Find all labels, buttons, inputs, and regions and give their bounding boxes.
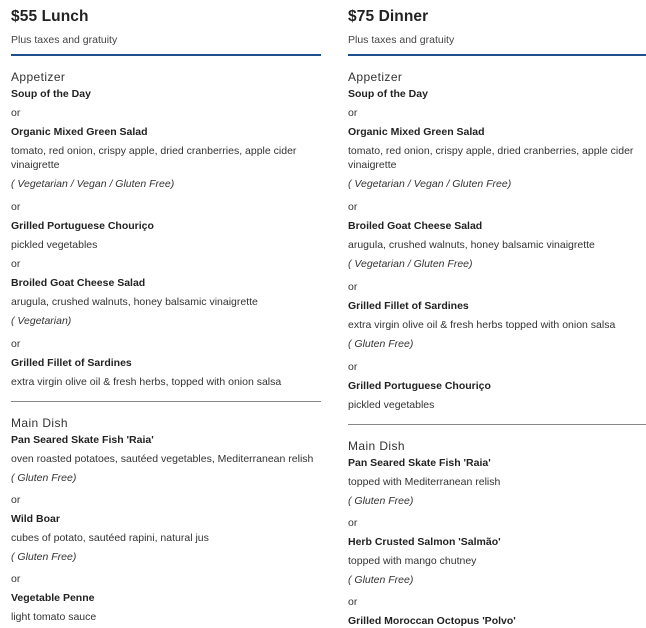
or-separator: or xyxy=(348,281,358,293)
dinner-appetizer-3-desc: arugula, crushed walnuts, honey balsamic vinaigrette xyxy=(348,239,595,251)
or-separator: or xyxy=(11,107,21,119)
dinner-section-divider xyxy=(348,424,646,425)
or-separator: or xyxy=(11,258,21,270)
or-separator: or xyxy=(348,517,358,529)
lunch-appetizer-heading: Appetizer xyxy=(11,70,66,84)
lunch-menu-subtitle: Plus taxes and gratuity xyxy=(11,34,118,46)
dinner-appetizer-2-desc: tomato, red onion, crispy apple, dried cranberries, apple cider vinaigrette xyxy=(348,145,634,171)
lunch-menu-title: $55 Lunch xyxy=(11,8,89,25)
dinner-main-2-name: Herb Crusted Salmon 'Salmão' xyxy=(348,536,501,548)
or-separator: or xyxy=(11,338,21,350)
dinner-appetizer-4-desc: extra virgin olive oil & fresh herbs topped with onion salsa xyxy=(348,319,616,331)
lunch-main-3-desc: light tomato sauce xyxy=(11,611,97,623)
dinner-appetizer-4-name: Grilled Fillet of Sardines xyxy=(348,300,469,312)
dinner-menu-title: $75 Dinner xyxy=(348,8,429,25)
or-separator: or xyxy=(348,361,358,373)
lunch-section-divider xyxy=(11,401,321,402)
lunch-appetizer-2-tag: ( Vegetarian / Vegan / Gluten Free) xyxy=(11,178,175,190)
dinner-appetizer-4-tag: ( Gluten Free) xyxy=(348,338,414,350)
dinner-main-1-tag: ( Gluten Free) xyxy=(348,495,414,507)
lunch-appetizer-3-desc: pickled vegetables xyxy=(11,239,98,251)
lunch-menu-column xyxy=(11,0,321,624)
lunch-appetizer-3-name: Grilled Portuguese Chouriço xyxy=(11,220,154,232)
or-separator: or xyxy=(348,596,358,608)
dinner-main-1-name: Pan Seared Skate Fish 'Raia' xyxy=(348,457,491,469)
dinner-main-3-name: Grilled Moroccan Octopus 'Polvo' xyxy=(348,615,516,627)
lunch-title-divider xyxy=(11,54,321,56)
dinner-main-2-tag: ( Gluten Free) xyxy=(348,574,414,586)
dinner-appetizer-2-tag: ( Vegetarian / Vegan / Gluten Free) xyxy=(348,178,512,190)
lunch-main-1-desc: oven roasted potatoes, sautéed vegetables, Mediterranean relish xyxy=(11,453,314,465)
or-separator: or xyxy=(11,494,21,506)
lunch-main-1-name: Pan Seared Skate Fish 'Raia' xyxy=(11,434,154,446)
dinner-menu-subtitle: Plus taxes and gratuity xyxy=(348,34,455,46)
lunch-appetizer-1-name: Soup of the Day xyxy=(11,88,91,100)
lunch-appetizer-5-name: Grilled Fillet of Sardines xyxy=(11,357,132,369)
lunch-appetizer-2-name: Organic Mixed Green Salad xyxy=(11,126,148,138)
dinner-appetizer-3-tag: ( Vegetarian / Gluten Free) xyxy=(348,258,473,270)
lunch-appetizer-2-desc: tomato, red onion, crispy apple, dried cranberries, apple cider vinaigrette xyxy=(11,145,297,171)
or-separator: or xyxy=(11,201,21,213)
dinner-appetizer-heading: Appetizer xyxy=(348,70,403,84)
dinner-menu-column xyxy=(348,0,646,628)
lunch-appetizer-5-desc: extra virgin olive oil & fresh herbs, topped with onion salsa xyxy=(11,376,282,388)
lunch-appetizer-4-desc: arugula, crushed walnuts, honey balsamic vinaigrette xyxy=(11,296,258,308)
dinner-main-2-desc: topped with mango chutney xyxy=(348,555,477,567)
lunch-main-2-desc: cubes of potato, sautéed rapini, natural jus xyxy=(11,532,209,544)
dinner-appetizer-3-name: Broiled Goat Cheese Salad xyxy=(348,220,483,232)
lunch-main-2-tag: ( Gluten Free) xyxy=(11,551,77,563)
dinner-title-divider xyxy=(348,54,646,56)
or-separator: or xyxy=(11,573,21,585)
lunch-main-heading: Main Dish xyxy=(11,416,68,430)
dinner-appetizer-1-name: Soup of the Day xyxy=(348,88,428,100)
or-separator: or xyxy=(348,107,358,119)
dinner-appetizer-5-name: Grilled Portuguese Chouriço xyxy=(348,380,491,392)
dinner-appetizer-5-desc: pickled vegetables xyxy=(348,399,435,411)
lunch-appetizer-4-tag: ( Vegetarian) xyxy=(11,315,72,327)
dinner-main-heading: Main Dish xyxy=(348,439,405,453)
lunch-main-3-name: Vegetable Penne xyxy=(11,592,95,604)
dinner-appetizer-2-name: Organic Mixed Green Salad xyxy=(348,126,485,138)
lunch-main-2-name: Wild Boar xyxy=(11,513,60,525)
dinner-main-1-desc: topped with Mediterranean relish xyxy=(348,476,501,488)
lunch-appetizer-4-name: Broiled Goat Cheese Salad xyxy=(11,277,146,289)
or-separator: or xyxy=(348,201,358,213)
lunch-main-1-tag: ( Gluten Free) xyxy=(11,472,77,484)
